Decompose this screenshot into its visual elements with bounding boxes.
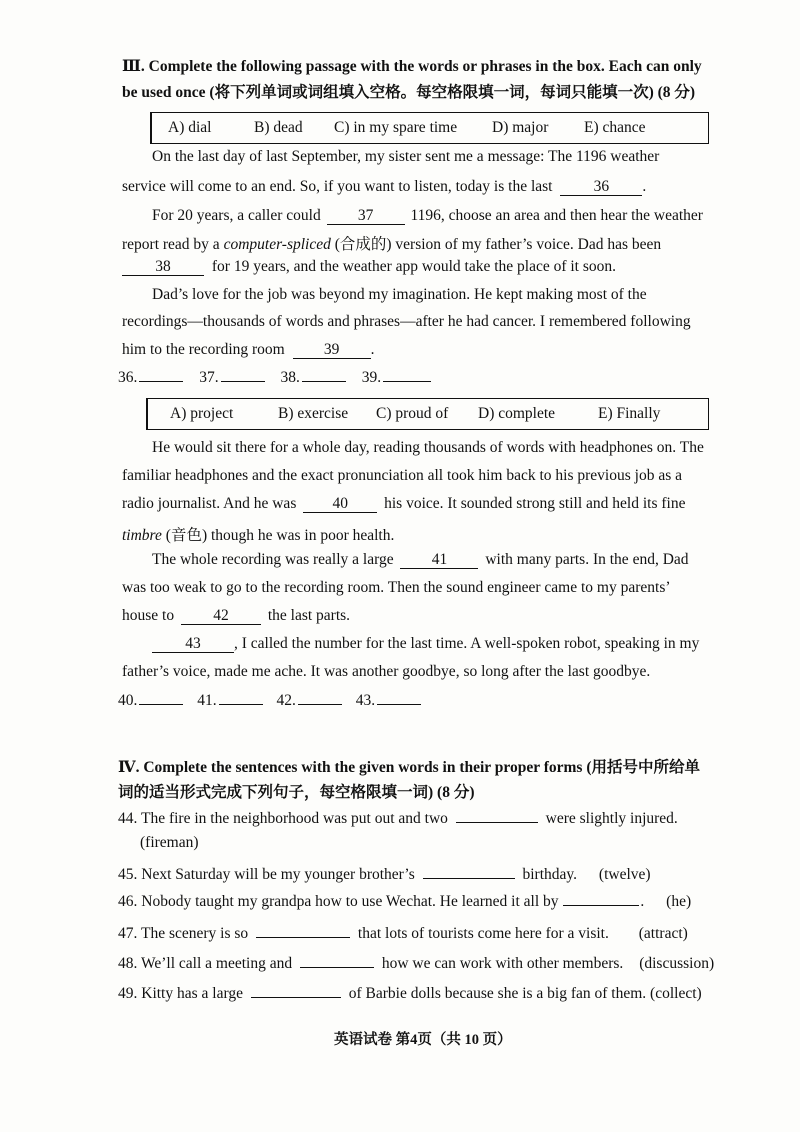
p2-line1 bbox=[152, 207, 703, 225]
question-47 bbox=[118, 923, 688, 943]
q47-blank[interactable] bbox=[256, 923, 350, 938]
p5-line3 bbox=[122, 607, 350, 625]
p4-line1: He would sit there for a whole day, reading thousands of words with headphones on. The bbox=[152, 439, 704, 456]
p2-line2-text-a: report read by a bbox=[122, 236, 220, 253]
p3-line3-end: . bbox=[370, 341, 375, 358]
q48-blank[interactable] bbox=[300, 953, 374, 968]
blank-39[interactable]: 39 bbox=[293, 342, 371, 359]
p2-line3 bbox=[122, 258, 616, 276]
p4-line4-text: (音色) though he was in poor health. bbox=[165, 527, 395, 544]
answer-blank-41[interactable] bbox=[219, 692, 263, 705]
answer-blank-36[interactable] bbox=[139, 369, 183, 382]
section-3-title-line1: Ⅲ. Complete the following passage with the words or phrases in the box. Each can only bbox=[122, 58, 702, 75]
question-49 bbox=[118, 983, 702, 1003]
q48-hint: (discussion) bbox=[639, 955, 715, 972]
p6-line2: father’s voice, made me ache. It was another goodbye, so long after the last goodbye. bbox=[122, 663, 651, 680]
q44-blank[interactable] bbox=[456, 808, 538, 823]
p2-line2-italic: computer-spliced bbox=[223, 236, 331, 253]
answer-blank-40[interactable] bbox=[139, 692, 183, 705]
p2-line2 bbox=[122, 232, 661, 254]
box2-option-a: A) project bbox=[170, 405, 234, 422]
p2-line1-text-b: 1196, choose an area and then hear the weather bbox=[410, 207, 703, 224]
q48-text-a: 48. We’ll call a meeting and bbox=[118, 955, 293, 972]
word-box-1 bbox=[150, 112, 709, 144]
p6-line1 bbox=[152, 635, 699, 653]
p1-line1: On the last day of last September, my sister sent me a message: The 1196 weather bbox=[152, 148, 660, 165]
section-3-title-line2: be used once (将下列单词或词组填入空格。每空格限填一词，每词只能填一次) (8 分) bbox=[122, 84, 696, 101]
p5-line2: was too weak to go to the recording room. Then the sound engineer came to my parents’ bbox=[122, 579, 671, 596]
box2-option-d: D) complete bbox=[478, 405, 556, 422]
page-footer: 英语试卷 第4页（共 10 页） bbox=[334, 1032, 512, 1048]
answer-row-2 bbox=[118, 692, 421, 710]
box2-option-e: E) Finally bbox=[598, 405, 661, 422]
blank-37[interactable]: 37 bbox=[327, 208, 405, 225]
word-box-2 bbox=[146, 398, 709, 430]
p1-line2-text: service will come to an end. So, if you want to listen, today is the last bbox=[122, 178, 553, 195]
q47-hint: (attract) bbox=[638, 925, 688, 942]
answer-blank-37[interactable] bbox=[221, 369, 265, 382]
answer-label-38: 38. bbox=[280, 369, 300, 386]
question-44 bbox=[118, 808, 678, 828]
answer-blank-39[interactable] bbox=[383, 369, 431, 382]
section-4-title-line2: 词的适当形式完成下列句子，每空格限填一词) (8 分) bbox=[118, 784, 475, 801]
box2-option-c: C) proud of bbox=[376, 405, 449, 422]
p4-line3-text-b: his voice. It sounded strong still and held its fine bbox=[384, 495, 686, 512]
q45-hint: (twelve) bbox=[598, 866, 651, 883]
blank-41[interactable]: 41 bbox=[400, 552, 478, 569]
blank-36[interactable]: 36 bbox=[560, 179, 642, 196]
box1-option-e: E) chance bbox=[584, 119, 646, 136]
answer-blank-43[interactable] bbox=[377, 692, 421, 705]
q44-text-b: were slightly injured. bbox=[545, 810, 678, 827]
answer-label-39: 39. bbox=[361, 369, 382, 386]
q49-text-b: of Barbie dolls because she is a big fan of them. (collect) bbox=[348, 985, 702, 1002]
box1-option-d: D) major bbox=[492, 119, 549, 136]
q44-text-a: 44. The fire in the neighborhood was put out and two bbox=[118, 810, 448, 827]
answer-label-43: 43. bbox=[355, 692, 376, 709]
blank-38[interactable]: 38 bbox=[122, 259, 204, 276]
p5-line1 bbox=[152, 551, 689, 569]
q47-text-a: 47. The scenery is so bbox=[118, 925, 249, 942]
answer-label-37: 37. bbox=[199, 369, 219, 386]
q44-hint: (fireman) bbox=[140, 834, 199, 851]
p3-line1: Dad’s love for the job was beyond my imagination. He kept making most of the bbox=[152, 286, 647, 303]
blank-43[interactable]: 43 bbox=[152, 636, 234, 653]
p1-line2 bbox=[122, 178, 646, 196]
p4-line3-text-a: radio journalist. And he was bbox=[122, 495, 297, 512]
box2-option-b: B) exercise bbox=[278, 405, 349, 422]
answer-label-40: 40. bbox=[118, 692, 138, 709]
p3-line2: recordings—thousands of words and phrases—after he had cancer. I remembered following bbox=[122, 313, 691, 330]
q47-text-b: that lots of tourists come here for a visit. bbox=[357, 925, 609, 942]
p3-line3-text: him to the recording room bbox=[122, 341, 285, 358]
q46-hint: (he) bbox=[666, 893, 692, 910]
q45-blank[interactable] bbox=[423, 864, 515, 879]
q46-blank[interactable] bbox=[563, 891, 639, 906]
q46-end: . bbox=[640, 893, 645, 910]
box1-option-a: A) dial bbox=[168, 119, 212, 136]
p2-line1-text-a: For 20 years, a caller could bbox=[152, 207, 321, 224]
p4-line2: familiar headphones and the exact pronunciation all took him back to his previous job as a bbox=[122, 467, 682, 484]
p2-line2-text-b: (合成的) version of my father’s voice. Dad has been bbox=[334, 236, 662, 253]
p5-line1-text-a: The whole recording was really a large bbox=[152, 551, 394, 568]
p4-line4 bbox=[122, 523, 394, 545]
box1-option-c: C) in my spare time bbox=[334, 119, 458, 136]
p6-line1-text: , I called the number for the last time. A well-spoken robot, speaking in my bbox=[234, 635, 700, 652]
blank-42[interactable]: 42 bbox=[181, 608, 261, 625]
question-46 bbox=[118, 891, 691, 911]
p4-line3 bbox=[122, 495, 685, 513]
p4-line4-italic: timbre bbox=[122, 527, 162, 544]
answer-row-1 bbox=[118, 369, 431, 387]
question-48 bbox=[118, 953, 714, 973]
answer-label-36: 36. bbox=[118, 369, 138, 386]
answer-blank-42[interactable] bbox=[298, 692, 342, 705]
p2-line3-text: for 19 years, and the weather app would take the place of it soon. bbox=[211, 258, 617, 275]
p5-line3-text-a: house to bbox=[122, 607, 175, 624]
box1-option-b: B) dead bbox=[254, 119, 303, 136]
answer-label-41: 41. bbox=[197, 692, 217, 709]
q49-text-a: 49. Kitty has a large bbox=[118, 985, 243, 1002]
answer-label-42: 42. bbox=[276, 692, 296, 709]
section-4-title-line1: Ⅳ. Complete the sentences with the given words in their proper forms (用括号中所给单 bbox=[118, 759, 700, 776]
q49-blank[interactable] bbox=[251, 983, 341, 998]
blank-40[interactable]: 40 bbox=[303, 496, 377, 513]
p3-line3 bbox=[122, 341, 374, 359]
p5-line3-text-b: the last parts. bbox=[267, 607, 351, 624]
answer-blank-38[interactable] bbox=[302, 369, 346, 382]
p5-line1-text-b: with many parts. In the end, Dad bbox=[485, 551, 689, 568]
q46-text-a: 46. Nobody taught my grandpa how to use Wechat. He learned it all by bbox=[118, 893, 559, 910]
p1-line2-end: . bbox=[642, 178, 647, 195]
q45-text-b: birthday. bbox=[522, 866, 578, 883]
q48-text-b: how we can work with other members. bbox=[381, 955, 624, 972]
q45-text-a: 45. Next Saturday will be my younger brother’s bbox=[118, 866, 415, 883]
question-45 bbox=[118, 864, 651, 884]
